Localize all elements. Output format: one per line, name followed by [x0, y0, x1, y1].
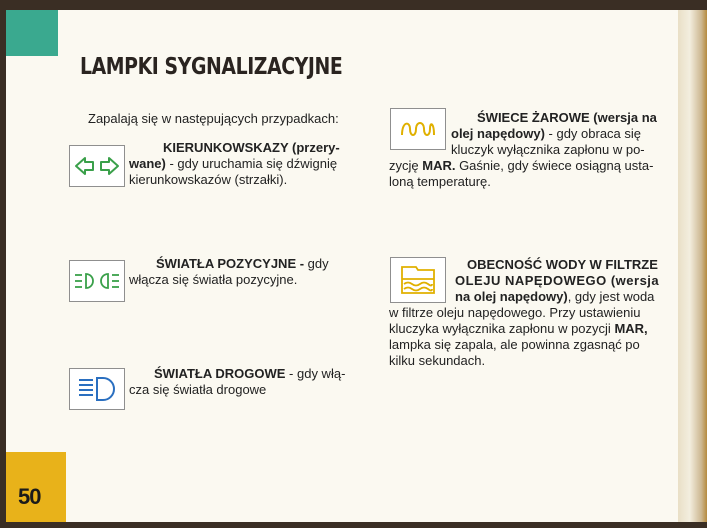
- high-text-2: cza się światła drogowe: [129, 382, 267, 397]
- page-edge: [678, 10, 707, 522]
- entry-glow-plugs: [389, 110, 678, 190]
- section-tab: [6, 10, 58, 56]
- position-lights-lamp: [69, 260, 125, 302]
- page-number: 50: [18, 484, 41, 509]
- entry-water-in-filter: [389, 257, 678, 369]
- position-lights-icon: [73, 268, 121, 294]
- water-heading-3: na olej napędowy): [455, 289, 568, 304]
- high-beam-icon: [73, 375, 121, 403]
- turn-heading-1: KIERUNKOWSKAZY (przery-: [163, 140, 340, 155]
- turn-text-3: kierunkowskazów (strzałki).: [129, 172, 288, 187]
- turn-arrows-icon: [73, 153, 121, 179]
- glow-heading-1: ŚWIECE ŻAROWE (wersja na: [477, 110, 657, 125]
- entry-position-lights: [129, 256, 369, 288]
- glow-text-4c: Gaśnie, gdy świece osiągną usta-: [455, 158, 654, 173]
- glow-text-3: kluczyk wyłącznika zapłonu w po-: [451, 142, 645, 157]
- high-text-1: - gdy włą-: [285, 366, 346, 381]
- glow-text-5: loną temperaturę.: [389, 174, 491, 189]
- turn-indicator-lamp: [69, 145, 125, 187]
- glow-text-4a: zycję: [389, 158, 423, 173]
- turn-text-2: - gdy uruchamia się dźwignię: [165, 156, 338, 171]
- turn-heading-2: wane): [129, 156, 166, 171]
- position-heading: ŚWIATŁA POZYCYJNE -: [156, 256, 305, 271]
- glow-heading-2: olej napędowy): [451, 126, 545, 141]
- water-heading-2: OLEJU NAPĘDOWEGO (wersja: [455, 273, 660, 288]
- high-heading: ŚWIATŁA DROGOWE: [154, 366, 286, 381]
- high-beam-lamp: [69, 368, 125, 410]
- water-text-5b: MAR,: [614, 321, 648, 336]
- position-text-1: gdy: [304, 256, 329, 271]
- glow-text-2: - gdy obraca się: [544, 126, 642, 141]
- entry-turn-indicators: [129, 140, 369, 188]
- glow-text-4b: MAR.: [422, 158, 456, 173]
- water-text-5a: kluczyka wyłącznika zapłonu w pozycji: [389, 321, 615, 336]
- position-text-2: włącza się światła pozycyjne.: [129, 272, 298, 287]
- water-text-6: lampka się zapala, ale powinna zgasnąć po: [389, 337, 640, 352]
- page-title: LAMPKI SYGNALIZACYJNE: [80, 54, 343, 80]
- water-text-4: w filtrze oleju napędowego. Przy ustawieniu: [389, 305, 641, 320]
- intro-text: Zapalają się w następujących przypadkach:: [88, 111, 339, 126]
- manual-page: [6, 10, 678, 522]
- water-text-7: kilku sekundach.: [389, 353, 486, 368]
- entry-high-beam: [129, 366, 369, 398]
- water-heading-1: OBECNOŚĆ WODY W FILTRZE: [467, 257, 658, 272]
- water-text-3: , gdy jest woda: [567, 289, 655, 304]
